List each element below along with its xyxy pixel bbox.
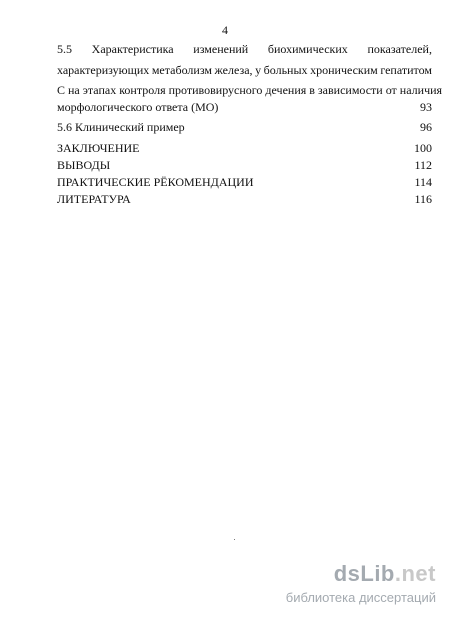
toc-word: железа, (214, 63, 253, 77)
toc-word: метаболизм (151, 63, 212, 77)
toc-conclusion-label: ЗАКЛЮЧЕНИЕ (57, 141, 140, 155)
toc-literature-label: ЛИТЕРАТУРА (57, 192, 131, 206)
toc-entry-5-5-line-3: С на этапах контроля противовирусного дечения в зависимости от наличия (57, 83, 443, 97)
toc-entry-5-6-label: 5.6 Клинический пример (57, 120, 185, 134)
toc-entry-5-5-line-2 (57, 63, 432, 77)
toc-word: показателей, (367, 42, 432, 56)
scan-speck (234, 539, 235, 540)
toc-entry-5-6-page: 96 (420, 120, 432, 134)
toc-word: Характеристика (91, 42, 174, 56)
dslib-watermark (264, 561, 436, 605)
toc-word: характеризующих (57, 63, 150, 77)
toc-word: 5.5 (57, 42, 72, 56)
dslib-logo-name: dsLib (333, 561, 395, 586)
toc-word: хроническим (310, 63, 378, 77)
toc-recommendations-page: 114 (414, 175, 432, 189)
toc-recommendations-label: ПРАКТИЧЕСКИЕ РЁКОМЕНДАЦИИ (57, 175, 254, 189)
toc-word: больных (263, 63, 308, 77)
toc-entry-5-5-line-4: морфологического ответа (МО) (57, 100, 219, 114)
toc-word: биохимических (267, 42, 348, 56)
dslib-logo-suffix: .net (394, 561, 436, 586)
dslib-subtitle: библиотека диссертаций (285, 590, 436, 605)
toc-word: гепатитом (380, 63, 432, 77)
toc-findings-page: 112 (414, 158, 432, 172)
toc-conclusion-page: 100 (414, 141, 432, 155)
toc-literature-page: 116 (414, 192, 432, 206)
toc-entry-5-5-line-1 (57, 42, 432, 56)
toc-word: изменений (193, 42, 249, 56)
toc-findings-label: ВЫВОДЫ (57, 158, 111, 172)
dslib-logo (334, 561, 436, 587)
page-number: 4 (222, 23, 228, 37)
toc-word: у (255, 63, 262, 77)
toc-entry-5-5-page: 93 (420, 100, 432, 114)
